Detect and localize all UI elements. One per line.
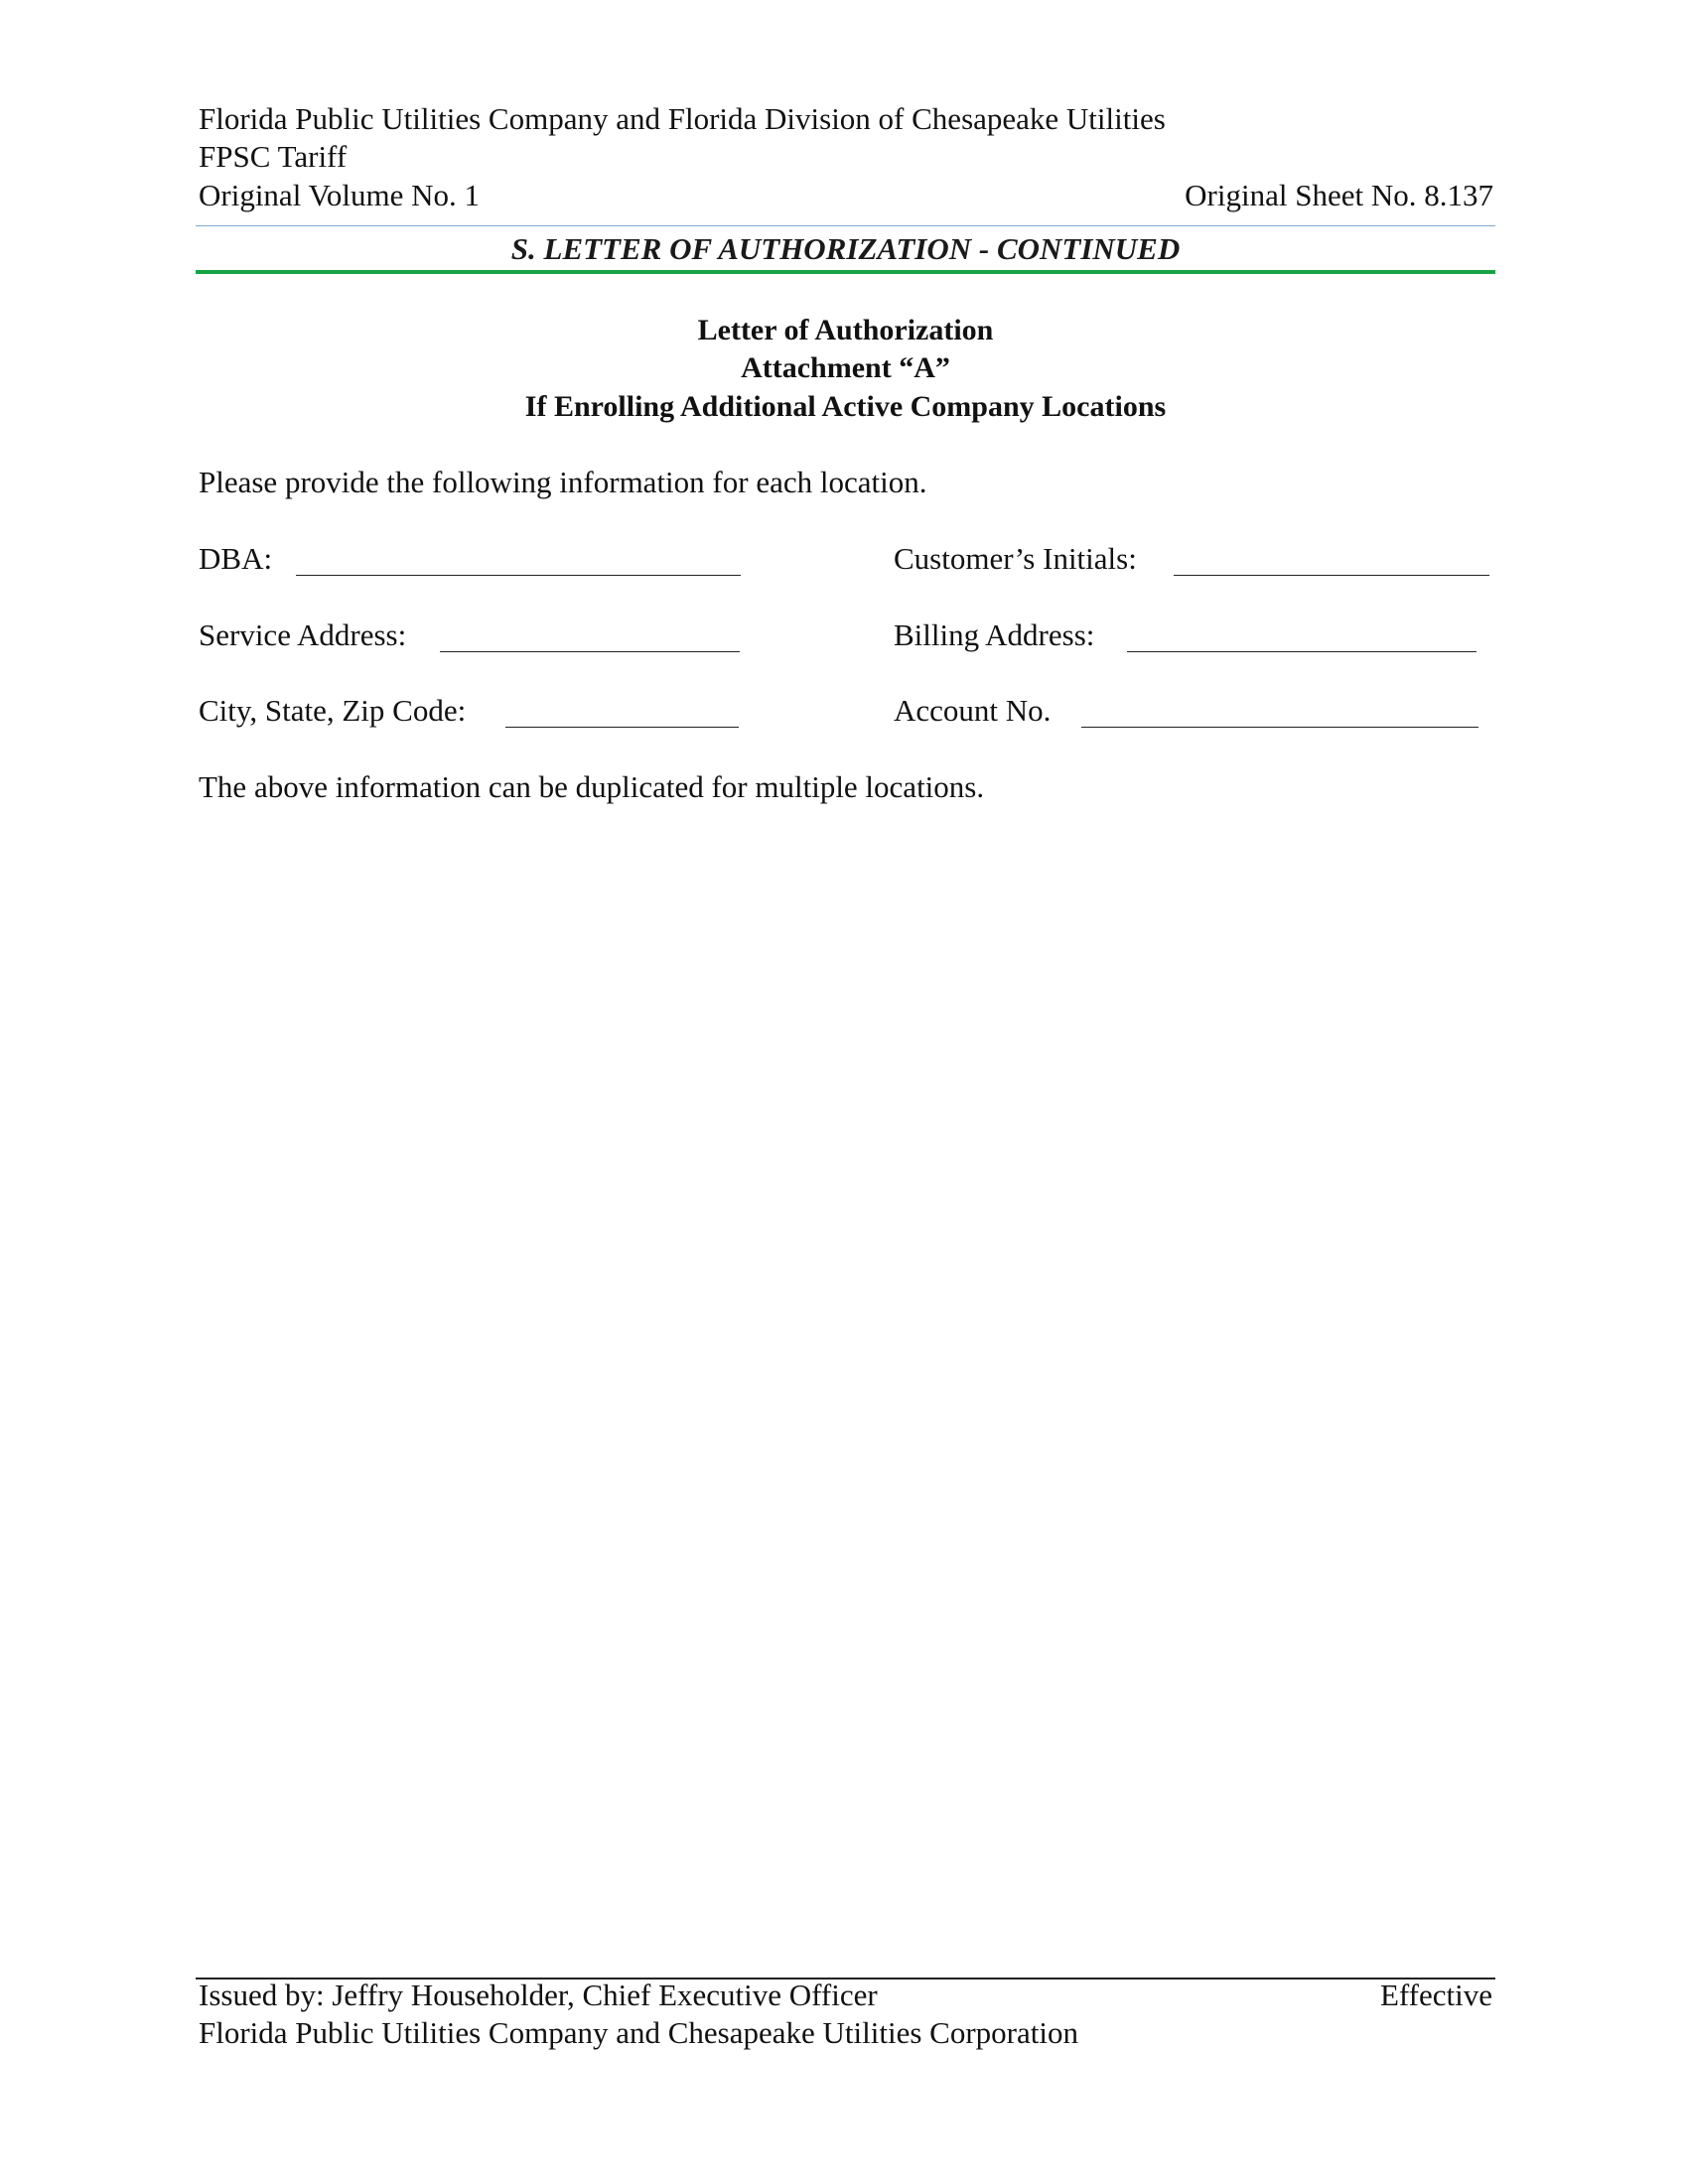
- account-number-label: Account No.: [894, 693, 1052, 728]
- city-state-zip-blank: [505, 727, 739, 728]
- account-number-blank: [1081, 727, 1478, 728]
- form-title: Letter of Authorization: [697, 314, 994, 346]
- header-tariff: FPSC Tariff: [199, 139, 348, 174]
- duplication-note: The above information can be duplicated for multiple locations.: [199, 769, 985, 804]
- city-state-zip-label: City, State, Zip Code:: [199, 693, 467, 728]
- section-title: S. LETTER OF AUTHORIZATION - CONTINUED: [510, 231, 1181, 266]
- dba-label: DBA:: [199, 541, 273, 576]
- dba-blank: [296, 575, 741, 576]
- footer-issued-by: Issued by: Jeffry Householder, Chief Executive Officer: [199, 1978, 878, 2012]
- header-sheet-number: Original Sheet No. 8.137: [1185, 178, 1493, 212]
- form-attachment: Attachment “A”: [741, 351, 950, 384]
- footer-company: Florida Public Utilities Company and Chesapeake Utilities Corporation: [199, 2015, 1078, 2050]
- customer-initials-blank: [1174, 575, 1489, 576]
- service-address-label: Service Address:: [199, 617, 407, 652]
- customer-initials-label: Customer’s Initials:: [894, 541, 1137, 576]
- footer-effective: Effective: [1379, 1978, 1492, 2012]
- header-volume: Original Volume No. 1: [199, 178, 481, 212]
- service-address-blank: [440, 651, 740, 652]
- billing-address-label: Billing Address:: [894, 617, 1095, 652]
- header-company: Florida Public Utilities Company and Florida Division of Chesapeake Utilities: [199, 101, 1166, 136]
- header-divider: [196, 225, 1495, 226]
- form-instruction: Please provide the following information for each location.: [199, 465, 927, 499]
- form-subtitle: If Enrolling Additional Active Company Locations: [524, 390, 1167, 423]
- section-divider: [196, 270, 1495, 274]
- billing-address-blank: [1127, 651, 1477, 652]
